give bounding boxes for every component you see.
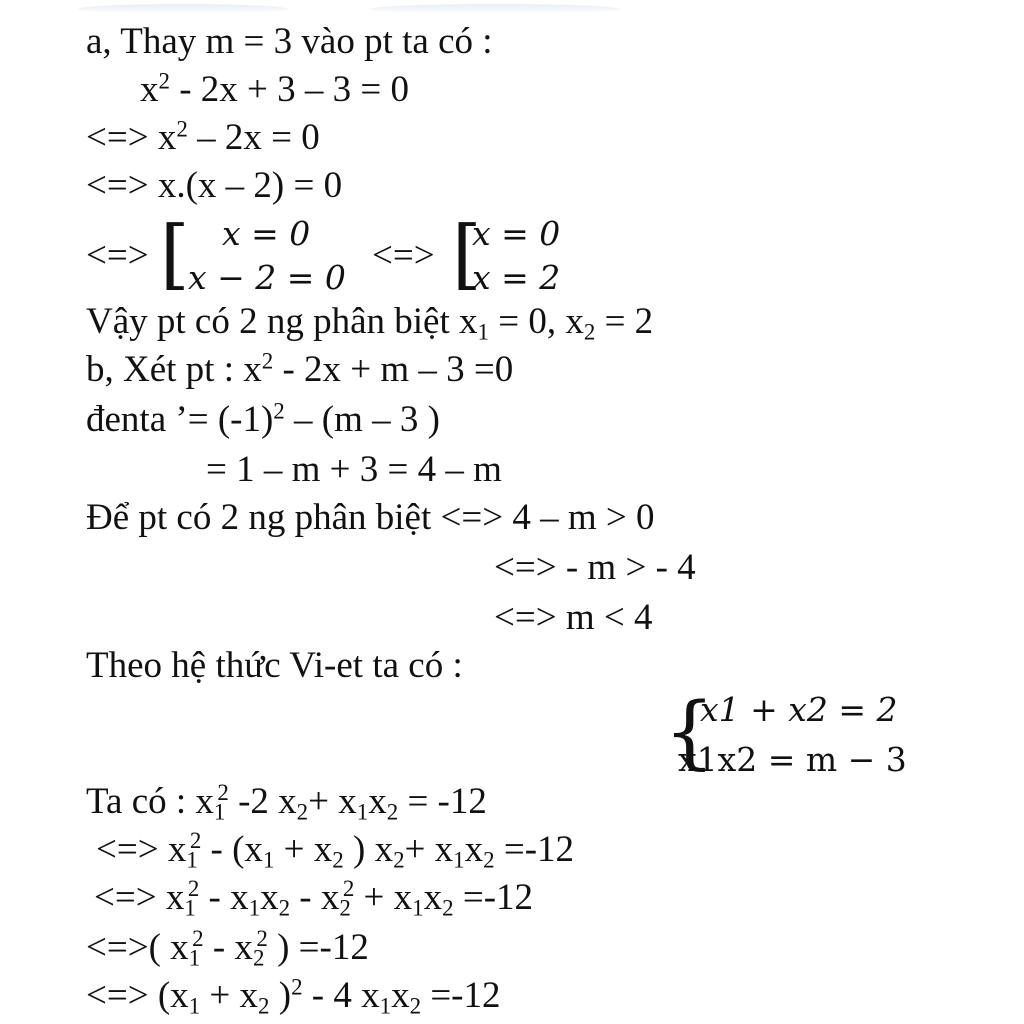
line-step-2: <=> $x_1^2 - x_1x_2 - x_2^2 + x_1x_2 =-12$ [94, 876, 534, 921]
line-step-1: <=> $x_1^2 - (x_1 + x_2$ ) $x_2+ x_1x_2 =-12$ [96, 828, 575, 873]
line-step-4: <=> ($x_1 + x_2$ )$^2$ - 4 $x_1x_2 =-12$ [86, 974, 501, 1019]
line-delta: đenta ’= $(-1)^2 - (m - 3$ ) [86, 398, 440, 440]
vieta-system: { x1 + x2 = 2 x1x2 = m − 3 [664, 685, 907, 779]
top-edge-decoration [70, 0, 630, 18]
line-given: Ta có : $x_1^2$ -2 $x_2+ x_1x_2 = -12$ [86, 780, 487, 825]
line-equation-m3: $x^2 - 2x + 3 - 3 = 0$ [140, 68, 410, 110]
line-delta-value: = 1 – m + 3 = 4 – m [206, 449, 502, 490]
line-condition: Để pt có 2 ng phân biệt <=> 4 – m > 0 [86, 497, 655, 538]
line-simplified: <=> $x^2 - 2x = 0$ [86, 116, 320, 158]
line-b-intro: b, Xét pt : $x^2 - 2x + m - 3 =0$ [86, 348, 514, 390]
line-conclusion-a: Vậy pt có 2 ng phân biệt $x_1 = 0$, $x_2 = 2$ [86, 301, 654, 345]
line-condition-2: <=> - m > - 4 [494, 547, 696, 588]
line-a-intro: a, Thay m = 3 vào pt ta có : [86, 21, 493, 62]
line-factored: <=> x.(x – 2) = 0 [86, 165, 343, 206]
case-bracket-1: [ x = 0 x − 2 = 0 [160, 209, 346, 298]
line-condition-3: <=> m < 4 [494, 597, 653, 638]
line-case-prefix: <=> [86, 235, 149, 276]
case-bracket-2: [ x = 0 x = 2 [452, 209, 561, 298]
line-step-3: <=>( $x_1^2 - x_2^2$ ) =-12 [86, 926, 369, 971]
line-case-mid: <=> [372, 235, 435, 276]
line-vieta-intro: Theo hệ thức Vi-et ta có : [86, 645, 463, 686]
